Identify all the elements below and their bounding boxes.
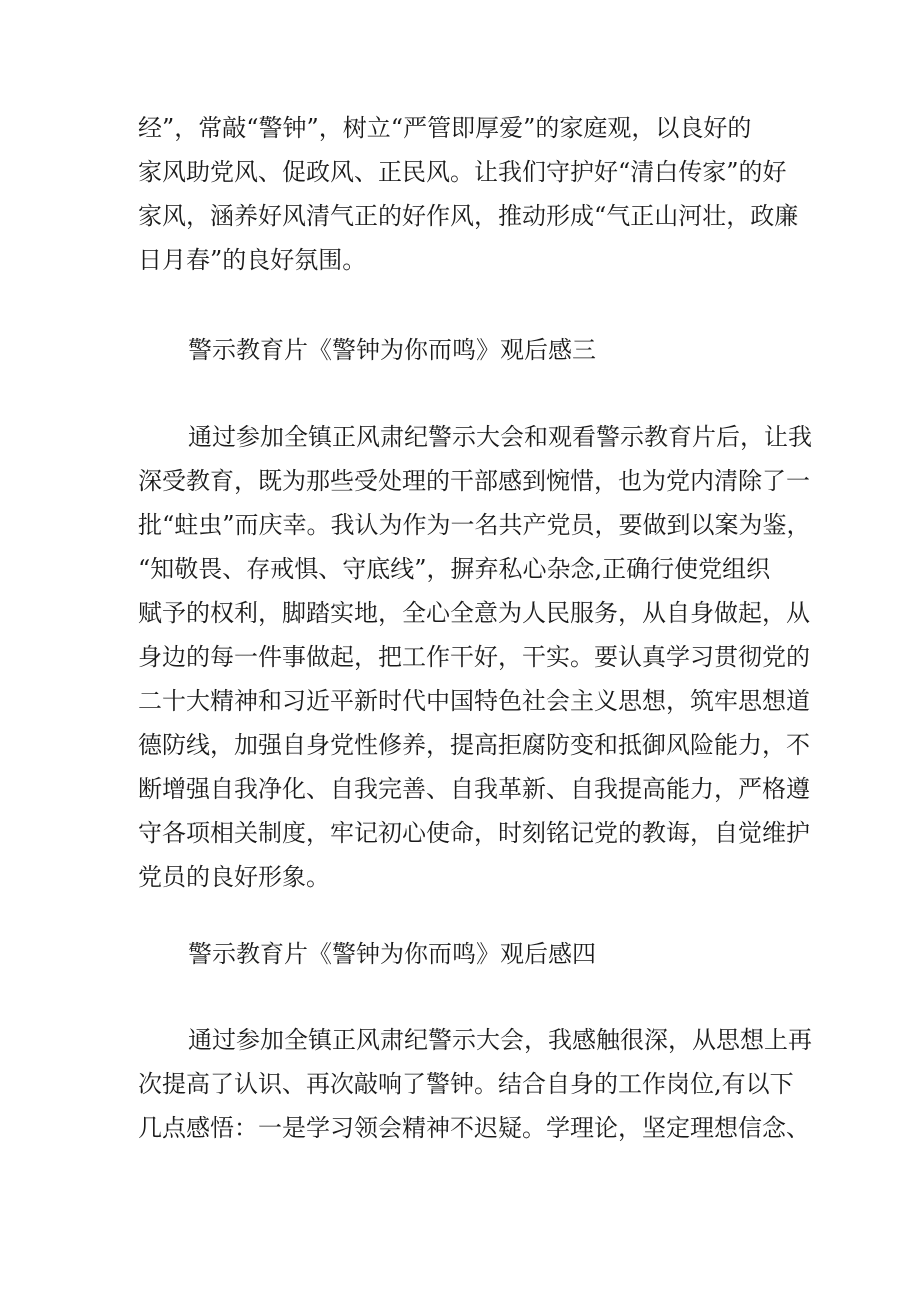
text-line: 经”，常敲“警钟”，树立“严管即厚爱”的家庭观，以良好的 [138,114,752,142]
text-line: 通过参加全镇正风肃纪警示大会和观看警示教育片后，让我 [188,423,812,451]
text-line: “知敬畏、存戒惧、守底线”，摒弃私心杂念,正确行使党组织 [138,555,771,583]
text-line: 断增强自我净化、自我完善、自我革新、自我提高能力，严格遵 [138,775,810,803]
paragraph-continuation [138,106,798,282]
section-heading-three: 警示教育片《警钟为你而鸣》观后感三 [188,336,596,364]
paragraph-four-body [138,1018,812,1150]
text-line: 深受教育，既为那些受处理的干部感到惋惜，也为党内清除了一 [138,467,810,495]
text-line: 身边的每一件事做起，把工作干好，干实。要认真学习贯彻党的 [138,643,810,671]
paragraph-three-body [138,415,812,899]
text-line: 二十大精神和习近平新时代中国特色社会主义思想，筑牢思想道 [138,687,810,715]
text-line: 日月春”的良好氛围。 [138,246,367,274]
text-line: 次提高了认识、再次敲响了警钟。结合自身的工作岗位,有以下 [138,1070,794,1098]
text-line: 德防线，加强自身党性修养，提高拒腐防变和抵御风险能力，不 [138,731,810,759]
text-line: 家风，涵养好风清气正的好作风，推动形成“气正山河壮，政廉 [138,202,799,230]
text-line: 批“蛀虫”而庆幸。我认为作为一名共产党员，要做到以案为鉴， [138,511,811,539]
text-line: 党员的良好形象。 [138,863,330,891]
text-line: 家风助党风、促政风、正民风。让我们守护好“清白传家”的好 [138,158,787,186]
text-line: 赋予的权利，脚踏实地，全心全意为人民服务，从自身做起，从 [138,599,810,627]
text-line: 几点感悟：一是学习领会精神不迟疑。学理论，坚定理想信念、 [138,1114,810,1142]
text-line: 通过参加全镇正风肃纪警示大会，我感触很深，从思想上再 [188,1026,812,1054]
section-heading-four: 警示教育片《警钟为你而鸣》观后感四 [188,940,596,968]
text-line: 守各项相关制度，牢记初心使命，时刻铭记党的教诲，自觉维护 [138,819,810,847]
